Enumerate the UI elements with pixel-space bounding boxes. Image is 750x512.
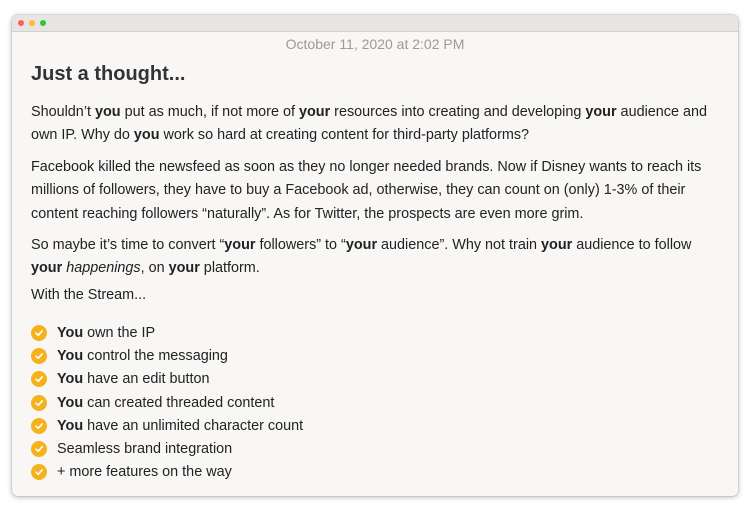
checkmark-icon[interactable] (31, 325, 47, 341)
note-date: October 11, 2020 at 2:02 PM (285, 36, 465, 52)
checklist-item[interactable] (31, 344, 303, 367)
checklist-item-bold: You (57, 371, 84, 388)
checkmark-icon[interactable] (31, 464, 47, 480)
checklist-item-bold: You (57, 394, 84, 411)
close-button[interactable] (18, 20, 24, 26)
notes-window (12, 15, 738, 496)
paragraph-1[interactable]: Shouldn’t you put as much, if not more of your resources into creating and developing your audience and own IP. Why do you work so hard at creating content for third-party platforms? (31, 104, 707, 144)
paragraph-3[interactable]: So maybe it’s time to convert “your followers” to “your audience”. Why not train your audience to follow your happenings, on your platform. (31, 237, 692, 277)
checklist (31, 321, 303, 484)
checkmark-icon[interactable] (31, 371, 47, 387)
zoom-button[interactable] (40, 20, 46, 26)
checklist-item[interactable] (31, 368, 303, 391)
checklist-item[interactable] (31, 437, 303, 460)
checklist-item-text: have an unlimited character count (87, 417, 304, 434)
checklist-lead[interactable]: With the Stream... (31, 287, 147, 303)
checklist-item[interactable] (31, 414, 303, 437)
checklist-item-bold: You (57, 417, 84, 434)
paragraph-2[interactable]: Facebook killed the newsfeed as soon as they no longer needed brands. Now if Disney wants to reach its millions of followers, they have to buy a Facebook ad, otherwise, they can count on (only) 1-3% of their content reaching followers “naturally”. As for Twitter, the prospects are even more grim. (31, 159, 702, 222)
note-title[interactable]: Just a thought... (31, 63, 186, 85)
checklist-item-text: own the IP (87, 324, 156, 341)
checklist-item-bold: You (57, 347, 84, 364)
checklist-item[interactable] (31, 391, 303, 414)
minimize-button[interactable] (29, 20, 35, 26)
checkmark-icon[interactable] (31, 348, 47, 364)
checkmark-icon[interactable] (31, 395, 47, 411)
title-bar[interactable] (12, 15, 738, 32)
checklist-item[interactable] (31, 461, 303, 484)
checklist-item-text: Seamless brand integration (57, 441, 233, 458)
checkmark-icon[interactable] (31, 441, 47, 457)
checklist-item[interactable] (31, 321, 303, 344)
checklist-item-text: can created threaded content (87, 394, 275, 411)
checklist-item-text: + more features on the way (57, 464, 232, 481)
checklist-item-bold: You (57, 324, 84, 341)
checklist-item-text: control the messaging (87, 347, 228, 364)
checklist-item-text: have an edit button (87, 371, 210, 388)
checkmark-icon[interactable] (31, 418, 47, 434)
